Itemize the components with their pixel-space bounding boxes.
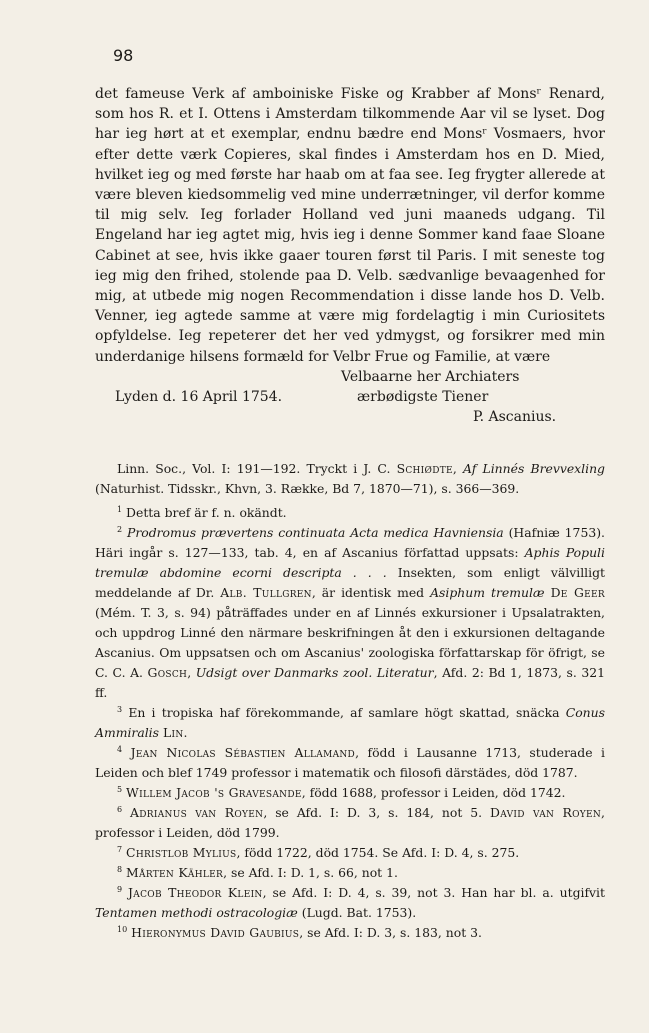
- footnote-title: Udsigt over Danmarks zool. Literatur: [195, 665, 434, 680]
- footnote-4: [95, 743, 605, 783]
- footnote-title: Asiphum tremulæ: [430, 585, 545, 600]
- footnote-person: Adrianus van Royen: [130, 805, 264, 820]
- footnote-title: Tentamen methodi ostracologiæ: [95, 905, 298, 920]
- page-number: 98: [113, 46, 134, 65]
- source-note: [95, 459, 605, 499]
- salutation: Velbaarne her Archiaters: [341, 368, 520, 385]
- footnote-text: .: [183, 725, 188, 740]
- footnote-text: (Lugd. Bat. 1753).: [297, 905, 417, 920]
- footnote-text: , se Afd. I: D. 4, s. 39, not 3. Han har bl. a. utgifvit: [262, 885, 605, 900]
- footnote-text: , född i Lausanne 1713, studerade i Leiden och blef 1749 professor i matematik och filosofi därstädes, död 1787.: [95, 745, 605, 780]
- footnote-text: , Afd. 2: Bd 1, 1873, s. 321 ff.: [95, 665, 605, 700]
- footnote-text: (Mém. T. 3, s. 94) påträffades under en af Linnés exkursioner i Upsalatrakten, och uppdrog Linné den närmare beskrifningen åt den i exkursionen deltagande Ascanius. Om uppsatsen och om Ascanius' zoologiska författarskap för öfrigt, se C. C. A.: [95, 605, 605, 680]
- footnote-person: Willem Jacob 's Gravesande: [126, 785, 302, 800]
- footnote-2: [95, 523, 605, 703]
- footnote-7: [95, 843, 605, 863]
- source-title: Af Linnés Brevvexling: [463, 461, 605, 476]
- footnote-text: Detta bref är f. n. okändt.: [126, 505, 287, 520]
- footnote-text: , professor i Leiden, död 1799.: [95, 805, 605, 840]
- footnote-6: [95, 803, 605, 843]
- footnote-person: Jacob Theodor Klein: [128, 885, 263, 900]
- footnote-person: David van Royen: [490, 805, 602, 820]
- footnote-mark: 7: [117, 844, 123, 854]
- footnote-person: Jean Nicolas Sébastien Allamand: [130, 745, 356, 760]
- letter-paragraph: det fameuse Verk af amboiniske Fiske og Krabber af Monsʳ Renard, som hos R. et I. Ottens i Amsterdam tilkommende Aar vil se lyset. Dog har ieg hørt at et exemplar, endnu bædre end Monsʳ Vosmaers, hvor efter dette værk Copieres, skal findes i Amsterdam hos en D. Mied, hvilket ieg og med første har haab om at faa see. Ieg frygter allerede at være bleven kiedsommelig ved mine underrætninger, vil derfor komme til mig selv. Ieg forlader Holland ved juni maaneds udgang. Til Engeland har ieg agtet mig, hvis ieg i denne Sommer kand faae Sloane Cabinet at see, hvis ikke gaaer touren først til Paris. I mit seneste tog ieg mig den frihed, stolende paa D. Velb. sædvanlige bevaagenhed for mig, at utbede mig nogen Recommendation i disse lande hos D. Velb. Venner, ieg agtede samme at være mig fordelagtig i min Curiositets opfyldelse. Ieg repeterer det her ved ydmygst, og forsikrer med min underdanige hilsens formæld for Velbr Frue og Familie, at være: [95, 86, 606, 365]
- footnote-8: [95, 863, 605, 883]
- footnote-person: Gosch: [147, 665, 188, 680]
- footnote-text: , är identisk med: [311, 585, 431, 600]
- footnote-text: , född 1722, död 1754. Se Afd. I: D. 4, s. 275.: [236, 845, 520, 860]
- footnote-person: Alb. Tullgren: [220, 585, 312, 600]
- footnote-title: Prodromus prævertens continuata Acta medica Havniensia: [126, 525, 504, 540]
- source-text: Linn. Soc., Vol. I: 191—192. Tryckt i J. C.: [117, 461, 397, 476]
- footnote-person: Hieronymus David Gaubius: [131, 925, 300, 940]
- signature: P. Ascanius.: [473, 408, 557, 425]
- footnote-person: Mårten Kähler: [126, 865, 224, 880]
- footnote-3: [95, 703, 605, 743]
- footnote-text: , född 1688, professor i Leiden, död 1742.: [301, 785, 566, 800]
- footnote-mark: 6: [117, 804, 123, 814]
- footnote-5: [95, 783, 605, 803]
- place-date: Lyden d. 16 April 1754.: [115, 388, 283, 405]
- footnote-mark: 10: [117, 924, 128, 934]
- footnote-mark: 2: [117, 524, 123, 534]
- letter-closing: [95, 369, 605, 431]
- footnote-mark: 5: [117, 784, 123, 794]
- footnote-text: ,: [187, 665, 196, 680]
- footnote-text: , se Afd. I: D. 1, s. 66, not 1.: [223, 865, 398, 880]
- footnote-text: , se Afd. I: D. 3, s. 183, not 3.: [299, 925, 482, 940]
- footnote-10: [95, 923, 605, 943]
- footnote-1: [95, 503, 605, 523]
- source-ref: (Naturhist. Tidsskr., Khvn, 3. Række, Bd 7, 1870—71), s. 366—369.: [95, 481, 520, 496]
- footnote-9: [95, 883, 605, 923]
- footnote-text: En i tropiska haf förekommande, af samlare högt skattad, snäcka: [128, 705, 566, 720]
- footnote-mark: 1: [117, 504, 123, 514]
- source-author: Schiødte: [396, 461, 453, 476]
- footnotes: [95, 459, 605, 943]
- footnote-person: Lin: [162, 725, 184, 740]
- footnote-mark: 9: [117, 884, 123, 894]
- footnote-text: Insekten, som enligt välvilligt meddelande af Dr.: [95, 565, 605, 600]
- footnote-title: Conus Ammiralis: [95, 705, 605, 740]
- footnote-text: (Hafniæ 1753). Häri ingår s. 127—133, tab. 4, en af Ascanius författad uppsats:: [95, 525, 605, 560]
- footnote-person: Christlob Mylius: [126, 845, 237, 860]
- letter-body: [95, 84, 605, 431]
- footnote-title: Aphis Populi tremulæ abdomine ecorni descripta . . .: [95, 545, 605, 580]
- footnote-person: De Geer: [550, 585, 605, 600]
- footnote-mark: 3: [117, 704, 123, 714]
- footnote-mark: 4: [117, 744, 123, 754]
- footnote-text: , se Afd. I: D. 3, s. 184, not 5.: [263, 805, 491, 820]
- footnote-mark: 8: [117, 864, 123, 874]
- source-sep: ,: [452, 461, 464, 476]
- servant-line: ærbødigste Tiener: [357, 388, 489, 405]
